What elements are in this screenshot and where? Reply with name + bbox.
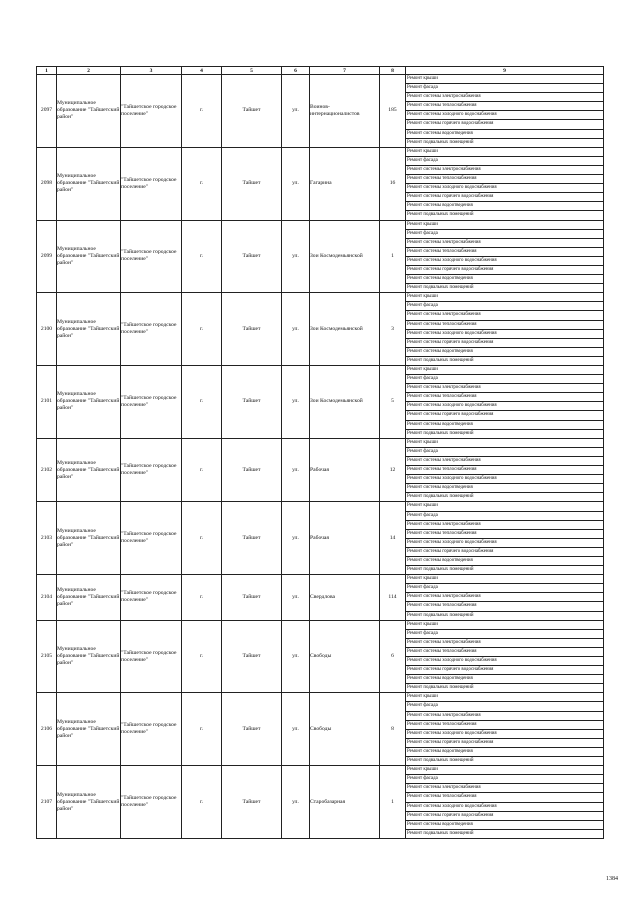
table-row [37,75,604,148]
work-item: Ремонт системы водоотведения [406,275,603,284]
work-item: Ремонт системы горячего водоснабжения [406,739,603,748]
works-cell [406,220,604,293]
work-item: Ремонт крыши [406,221,603,230]
street-name-cell: Зои Космодемьянской [310,220,380,293]
table-row [37,438,604,502]
city-cell: Тайшет [222,620,282,693]
work-item: Ремонт подвальных помещений [407,139,474,145]
table-row [37,693,604,766]
work-item: Ремонт системы холодного водоснабжения [406,803,603,812]
record-number-cell: 2097 [37,75,57,148]
work-item: Ремонт фасада [406,84,603,93]
street-name-cell: Зои Космодемьянской [310,293,380,366]
work-item: Ремонт крыши [406,621,603,630]
works-cell [406,75,604,148]
col-header-6: 6 [282,67,310,75]
street-type-cell: ул. [282,147,310,220]
works-cell [406,438,604,502]
work-item: Ремонт подвальных помещений [407,494,474,500]
settlement-cell: "Тайшетское городское поселение" [121,366,182,439]
col-header-2: 2 [57,67,121,75]
works-cell [406,293,604,366]
street-type-cell: ул. [282,693,310,766]
work-item: Ремонт системы водоотведения [406,675,603,684]
work-item: Ремонт системы холодного водоснабжения [406,257,603,266]
locality-type-cell: г. [182,220,222,293]
work-item: Ремонт системы водоотведения [406,557,603,566]
work-item: Ремонт системы водоотведения [406,202,603,211]
municipality-cell: Муниципальное образование "Тайшетский район" [57,620,121,693]
locality-type-cell: г. [182,575,222,620]
record-number-cell: 2104 [37,575,57,620]
work-item: Ремонт крыши [406,439,603,448]
street-name-cell: Свободы [310,693,380,766]
work-item: Ремонт системы холодного водоснабжения [406,111,603,120]
table-row [37,366,604,439]
work-item: Ремонт системы электроснабжения [406,239,603,248]
work-item: Ремонт фасада [406,630,603,639]
work-item: Ремонт системы теплоснабжения [406,175,603,184]
street-name-cell: Рабочая [310,438,380,502]
street-type-cell: ул. [282,438,310,502]
work-item: Ремонт системы электроснабжения [406,384,603,393]
work-item: Ремонт системы водоотведения [406,748,603,757]
house-number-cell: 114 [380,575,406,620]
work-item: Ремонт крыши [406,366,603,375]
street-type-cell: ул. [282,620,310,693]
street-type-cell: ул. [282,502,310,575]
work-item: Ремонт системы теплоснабжения [406,321,603,330]
work-item: Ремонт системы теплоснабжения [406,602,603,611]
city-cell: Тайшет [222,502,282,575]
city-cell: Тайшет [222,438,282,502]
work-item: Ремонт системы электроснабжения [406,784,603,793]
work-item: Ремонт фасада [406,584,603,593]
work-item: Ремонт системы электроснабжения [406,712,603,721]
col-header-9: 9 [406,67,604,75]
register-table [36,66,604,839]
work-item: Ремонт подвальных помещений [407,758,474,764]
house-number-cell: 12 [380,438,406,502]
work-item: Ремонт системы горячего водоснабжения [406,266,603,275]
record-number-cell: 2102 [37,438,57,502]
work-item: Ремонт системы горячего водоснабжения [406,666,603,675]
settlement-cell: "Тайшетское городское поселение" [121,75,182,148]
work-item: Ремонт системы водоотведения [406,348,603,357]
locality-type-cell: г. [182,293,222,366]
work-item: Ремонт системы теплоснабжения [406,721,603,730]
works-cell [406,575,604,620]
street-name-cell: Зои Космодемьянской [310,366,380,439]
work-item: Ремонт системы теплоснабжения [406,466,603,475]
works-cell [406,766,604,839]
col-header-5: 5 [222,67,282,75]
work-item: Ремонт системы электроснабжения [406,166,603,175]
work-item: Ремонт системы электроснабжения [406,593,603,602]
city-cell: Тайшет [222,366,282,439]
locality-type-cell: г. [182,620,222,693]
work-item: Ремонт подвальных помещений [407,430,474,436]
settlement-cell: "Тайшетское городское поселение" [121,502,182,575]
work-item: Ремонт фасада [406,302,603,311]
work-item: Ремонт системы холодного водоснабжения [406,402,603,411]
street-name-cell: Старобазарная [310,766,380,839]
settlement-cell: "Тайшетское городское поселение" [121,575,182,620]
house-number-cell: 8 [380,693,406,766]
house-number-cell: 5 [380,366,406,439]
city-cell: Тайшет [222,147,282,220]
work-item: Ремонт системы электроснабжения [406,311,603,320]
work-item: Ремонт подвальных помещений [407,685,474,691]
work-item: Ремонт системы водоотведения [406,130,603,139]
table-row [37,620,604,693]
work-item: Ремонт системы теплоснабжения [406,793,603,802]
settlement-cell: "Тайшетское городское поселение" [121,766,182,839]
municipality-cell: Муниципальное образование "Тайшетский район" [57,693,121,766]
work-item: Ремонт системы электроснабжения [406,521,603,530]
col-header-3: 3 [121,67,182,75]
work-item: Ремонт системы электроснабжения [406,93,603,102]
locality-type-cell: г. [182,438,222,502]
work-item: Ремонт системы горячего водоснабжения [406,548,603,557]
locality-type-cell: г. [182,502,222,575]
locality-type-cell: г. [182,766,222,839]
settlement-cell: "Тайшетское городское поселение" [121,438,182,502]
municipality-cell: Муниципальное образование "Тайшетский район" [57,220,121,293]
record-number-cell: 2101 [37,366,57,439]
city-cell: Тайшет [222,575,282,620]
street-type-cell: ул. [282,220,310,293]
table-row [37,575,604,620]
work-item: Ремонт системы водоотведения [406,484,603,493]
col-header-4: 4 [182,67,222,75]
col-header-7: 7 [310,67,380,75]
house-number-cell: 1 [380,766,406,839]
work-item: Ремонт крыши [406,75,603,84]
municipality-cell: Муниципальное образование "Тайшетский район" [57,293,121,366]
work-item: Ремонт системы водоотведения [406,821,603,830]
street-name-cell: Свердлова [310,575,380,620]
city-cell: Тайшет [222,75,282,148]
record-number-cell: 2100 [37,293,57,366]
work-item: Ремонт системы холодного водоснабжения [406,657,603,666]
street-name-cell: Свободы [310,620,380,693]
street-type-cell: ул. [282,366,310,439]
work-item: Ремонт крыши [406,693,603,702]
work-item: Ремонт системы горячего водоснабжения [406,193,603,202]
table-row [37,293,604,366]
settlement-cell: "Тайшетское городское поселение" [121,293,182,366]
work-item: Ремонт фасада [406,512,603,521]
municipality-cell: Муниципальное образование "Тайшетский район" [57,575,121,620]
work-item: Ремонт фасада [406,702,603,711]
house-number-cell: 16 [380,147,406,220]
street-name-cell: Гагарина [310,147,380,220]
work-item: Ремонт крыши [406,502,603,511]
municipality-cell: Муниципальное образование "Тайшетский район" [57,366,121,439]
work-item: Ремонт фасада [406,375,603,384]
work-item: Ремонт подвальных помещений [407,212,474,218]
work-item: Ремонт подвальных помещений [407,285,474,291]
settlement-cell: "Тайшетское городское поселение" [121,620,182,693]
municipality-cell: Муниципальное образование "Тайшетский район" [57,502,121,575]
municipality-cell: Муниципальное образование "Тайшетский район" [57,438,121,502]
work-item: Ремонт крыши [406,766,603,775]
work-item: Ремонт системы теплоснабжения [406,530,603,539]
street-name-cell: Воинов-интернационалистов [310,75,380,148]
house-number-cell: 185 [380,75,406,148]
work-item: Ремонт подвальных помещений [407,830,474,836]
record-number-cell: 2103 [37,502,57,575]
work-item: Ремонт системы горячего водоснабжения [406,339,603,348]
work-item: Ремонт крыши [406,293,603,302]
street-type-cell: ул. [282,75,310,148]
record-number-cell: 2106 [37,693,57,766]
work-item: Ремонт системы холодного водоснабжения [406,539,603,548]
work-item: Ремонт системы электроснабжения [406,457,603,466]
work-item: Ремонт системы холодного водоснабжения [406,330,603,339]
work-item: Ремонт подвальных помещений [407,612,474,618]
settlement-cell: "Тайшетское городское поселение" [121,693,182,766]
city-cell: Тайшет [222,693,282,766]
work-item: Ремонт системы холодного водоснабжения [406,475,603,484]
street-type-cell: ул. [282,575,310,620]
street-type-cell: ул. [282,766,310,839]
works-cell [406,693,604,766]
city-cell: Тайшет [222,293,282,366]
locality-type-cell: г. [182,366,222,439]
works-cell [406,620,604,693]
work-item: Ремонт системы водоотведения [406,421,603,430]
work-item: Ремонт системы электроснабжения [406,639,603,648]
work-item: Ремонт системы теплоснабжения [406,102,603,111]
col-header-1: 1 [37,67,57,75]
locality-type-cell: г. [182,693,222,766]
house-number-cell: 6 [380,620,406,693]
works-cell [406,502,604,575]
work-item: Ремонт системы теплоснабжения [406,248,603,257]
work-item: Ремонт системы холодного водоснабжения [406,730,603,739]
house-number-cell: 1 [380,220,406,293]
work-item: Ремонт крыши [406,148,603,157]
table-row [37,502,604,575]
settlement-cell: "Тайшетское городское поселение" [121,220,182,293]
municipality-cell: Муниципальное образование "Тайшетский район" [57,766,121,839]
work-item: Ремонт системы горячего водоснабжения [406,411,603,420]
street-type-cell: ул. [282,293,310,366]
house-number-cell: 14 [380,502,406,575]
header-row [37,67,604,75]
city-cell: Тайшет [222,766,282,839]
municipality-cell: Муниципальное образование "Тайшетский район" [57,147,121,220]
work-item: Ремонт фасада [406,775,603,784]
table-row [37,220,604,293]
work-item: Ремонт подвальных помещений [407,567,474,573]
work-item: Ремонт фасада [406,157,603,166]
work-item: Ремонт подвальных помещений [407,357,474,363]
record-number-cell: 2099 [37,220,57,293]
settlement-cell: "Тайшетское городское поселение" [121,147,182,220]
table-row [37,147,604,220]
work-item: Ремонт системы холодного водоснабжения [406,184,603,193]
municipality-cell: Муниципальное образование "Тайшетский район" [57,75,121,148]
house-number-cell: 3 [380,293,406,366]
work-item: Ремонт системы теплоснабжения [406,393,603,402]
work-item: Ремонт системы теплоснабжения [406,648,603,657]
locality-type-cell: г. [182,75,222,148]
works-cell [406,147,604,220]
work-item: Ремонт фасада [406,448,603,457]
work-item: Ремонт фасада [406,230,603,239]
work-item: Ремонт крыши [406,575,603,584]
work-item: Ремонт системы горячего водоснабжения [406,120,603,129]
locality-type-cell: г. [182,147,222,220]
street-name-cell: Рабочая [310,502,380,575]
table-row [37,766,604,839]
city-cell: Тайшет [222,220,282,293]
record-number-cell: 2098 [37,147,57,220]
col-header-8: 8 [380,67,406,75]
page-number: 1384 [606,876,618,882]
record-number-cell: 2105 [37,620,57,693]
work-item: Ремонт системы горячего водоснабжения [406,812,603,821]
record-number-cell: 2107 [37,766,57,839]
works-cell [406,366,604,439]
